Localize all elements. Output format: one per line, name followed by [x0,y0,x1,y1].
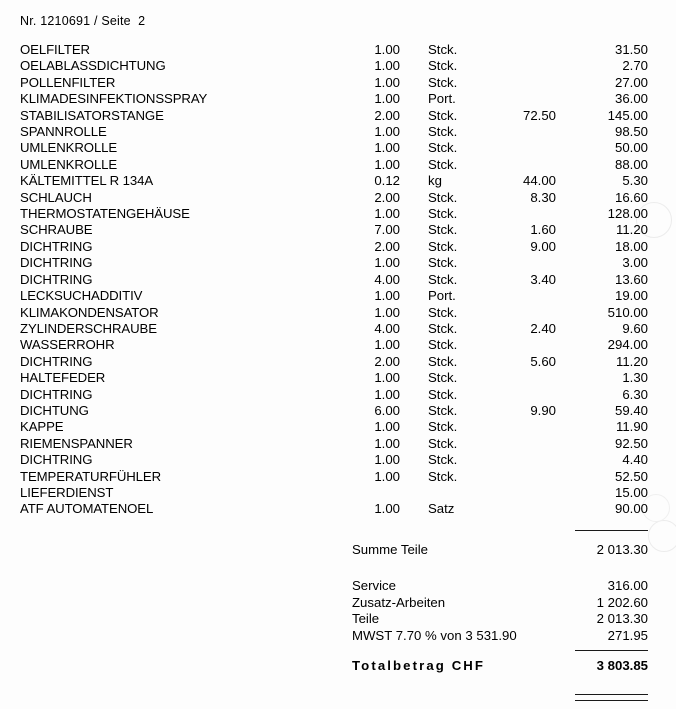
item-quantity: 1.00 [374,156,400,172]
item-unit: Port. [428,91,456,107]
item-amount: 88.00 [614,156,648,172]
item-unit-price: 8.30 [530,189,556,205]
item-unit: Stck. [428,189,458,205]
item-amount: 9.60 [622,320,648,336]
table-row [0,419,676,435]
item-unit: Stck. [428,58,458,74]
table-row [0,222,676,238]
grand-total-value: 3 803.85 [596,658,648,673]
item-amount: 92.50 [614,435,648,451]
item-quantity: 4.00 [374,320,400,336]
item-quantity: 4.00 [374,271,400,287]
table-row [0,387,676,403]
table-row [0,173,676,189]
vat-value: 271.95 [607,627,648,643]
item-amount: 3.00 [622,255,648,271]
item-amount: 18.00 [614,238,648,254]
item-unit: kg [428,173,442,189]
item-description: SCHRAUBE [20,222,93,238]
item-description: DICHTRING [20,238,93,254]
item-amount: 2.70 [622,58,648,74]
item-quantity: 1.00 [374,501,400,517]
table-row [0,321,676,337]
table-row [0,42,676,58]
item-description: DICHTRING [20,353,93,369]
item-amount: 59.40 [614,402,648,418]
item-unit: Stck. [428,271,458,287]
item-amount: 90.00 [614,501,648,517]
item-unit: Stck. [428,452,458,468]
item-unit: Stck. [428,419,458,435]
item-quantity: 2.00 [374,353,400,369]
item-unit: Stck. [428,206,458,222]
table-row [0,288,676,304]
table-row [0,485,676,501]
item-quantity: 1.00 [374,91,400,107]
item-quantity: 1.00 [374,124,400,140]
item-amount: 4.40 [622,452,648,468]
item-unit-price: 9.00 [530,238,556,254]
item-description: DICHTRING [20,255,93,271]
item-amount: 98.50 [614,124,648,140]
item-description: KLIMAKONDENSATOR [20,304,159,320]
item-description: UMLENKROLLE [20,156,118,172]
item-unit: Stck. [428,238,458,254]
grand-total-bottom-rule-lower [575,700,648,701]
item-unit-price: 72.50 [522,107,556,123]
table-row [0,436,676,452]
item-unit: Stck. [428,222,458,238]
item-quantity: 1.00 [374,435,400,451]
item-description: UMLENKROLLE [20,140,118,156]
item-amount: 145.00 [607,107,648,123]
item-unit: Stck. [428,435,458,451]
item-description: ATF AUTOMATENOEL [20,501,154,517]
table-row [0,305,676,321]
item-quantity: 1.00 [374,74,400,90]
item-unit: Stck. [428,337,458,353]
item-quantity: 1.00 [374,304,400,320]
item-description: HALTEFEDER [20,370,106,386]
item-description: RIEMENSPANNER [20,435,133,451]
item-description: LECKSUCHADDITIV [20,288,143,304]
item-amount: 52.50 [614,468,648,484]
item-quantity: 1.00 [374,452,400,468]
total-row-extra-work [0,595,676,611]
total-row-service [0,578,676,594]
item-unit: Stck. [428,74,458,90]
table-row [0,403,676,419]
table-row [0,501,676,517]
table-row [0,469,676,485]
item-amount: 27.00 [614,74,648,90]
grand-total-top-rule [575,650,648,651]
item-unit-price: 5.60 [530,353,556,369]
item-amount: 13.60 [614,271,648,287]
item-quantity: 2.00 [374,107,400,123]
table-row [0,452,676,468]
totals-top-rule [575,530,648,531]
item-unit: Stck. [428,255,458,271]
table-row [0,75,676,91]
vat-label: MWST 7.70 % von 3 531.90 [352,627,517,643]
item-description: DICHTUNG [20,402,89,418]
item-amount: 11.20 [615,222,648,238]
table-row [0,354,676,370]
item-quantity: 1.00 [374,419,400,435]
item-unit: Stck. [428,370,458,386]
item-amount: 19.00 [614,288,648,304]
item-quantity: 1.00 [374,206,400,222]
grand-total-label: Totalbetrag CHF [352,658,486,673]
parts-label: Teile [352,611,380,626]
item-description: LIEFERDIENST [20,484,114,500]
item-amount: 50.00 [614,140,648,156]
item-unit: Stck. [428,124,458,140]
item-quantity: 1.00 [374,337,400,353]
total-row-grand-total [0,658,676,674]
total-row-parts [0,611,676,627]
table-row [0,337,676,353]
service-value: 316.00 [607,578,648,593]
item-amount: 510.00 [607,304,648,320]
item-amount: 128.00 [607,206,648,222]
item-amount: 1.30 [622,370,648,386]
item-quantity: 7.00 [374,222,400,238]
item-amount: 5.30 [622,173,648,189]
item-quantity: 1.00 [374,58,400,74]
item-amount: 6.30 [622,386,648,402]
table-row [0,190,676,206]
item-description: OELABLASSDICHTUNG [20,58,166,74]
parts-value: 2 013.30 [596,611,648,626]
item-unit: Stck. [428,107,458,123]
item-description: POLLENFILTER [20,74,116,90]
item-quantity: 1.00 [374,468,400,484]
item-unit: Satz [428,501,455,517]
table-row [0,108,676,124]
item-quantity: 1.00 [374,386,400,402]
line-items-table [0,42,676,518]
item-unit-price: 1.60 [530,222,556,238]
item-unit: Stck. [428,304,458,320]
item-amount: 11.20 [615,353,648,369]
item-description: DICHTRING [20,386,93,402]
item-description: DICHTRING [20,452,93,468]
item-amount: 294.00 [607,337,648,353]
item-quantity: 1.00 [374,288,400,304]
table-row [0,157,676,173]
table-row [0,255,676,271]
table-row [0,206,676,222]
item-amount: 15.00 [614,484,648,500]
extra-work-label: Zusatz-Arbeiten [352,594,446,610]
item-unit-price: 9.90 [530,402,556,418]
item-description: KÄLTEMITTEL R 134A [20,173,154,189]
item-description: TEMPERATURFÜHLER [20,468,162,484]
item-unit: Stck. [428,386,458,402]
item-quantity: 2.00 [374,238,400,254]
item-unit: Stck. [428,468,458,484]
item-description: DICHTRING [20,271,93,287]
item-unit-price: 2.40 [530,320,556,336]
item-quantity: 0.12 [374,173,400,189]
table-row [0,91,676,107]
service-label: Service [352,578,396,593]
total-row-parts-sum [0,542,676,558]
item-amount: 11.90 [615,419,648,435]
table-row [0,272,676,288]
item-unit: Stck. [428,156,458,172]
total-row-vat [0,628,676,644]
parts-sum-value: 2 013.30 [596,542,648,557]
item-quantity: 1.00 [374,370,400,386]
item-amount: 16.60 [614,189,648,205]
grand-total-bottom-rule-upper [575,694,648,695]
table-row [0,140,676,156]
item-unit: Stck. [428,402,458,418]
table-row [0,124,676,140]
item-amount: 31.50 [614,42,648,57]
item-quantity: 6.00 [374,402,400,418]
item-description: STABILISATORSTANGE [20,107,164,123]
item-unit: Stck. [428,140,458,156]
item-quantity: 1.00 [374,255,400,271]
table-row [0,58,676,74]
item-amount: 36.00 [614,91,648,107]
extra-work-value: 1 202.60 [596,594,648,610]
item-description: SCHLAUCH [20,189,92,205]
item-unit-price: 44.00 [522,173,556,189]
item-unit: Port. [428,288,456,304]
table-row [0,370,676,386]
document-number-header: Nr. 1210691 / Seite 2 [20,14,146,28]
item-unit: Stck. [428,320,458,336]
item-quantity: 2.00 [374,189,400,205]
item-unit: Stck. [428,42,458,57]
item-unit-price: 3.40 [530,271,556,287]
item-description: KAPPE [20,419,64,435]
item-description: OELFILTER [20,42,90,57]
item-unit: Stck. [428,353,458,369]
item-quantity: 1.00 [374,42,400,57]
item-description: WASSERROHR [20,337,115,353]
item-description: SPANNROLLE [20,124,107,140]
item-description: ZYLINDERSCHRAUBE [20,320,157,336]
item-description: THERMOSTATENGEHÄUSE [20,206,190,222]
table-row [0,239,676,255]
item-description: KLIMADESINFEKTIONSSPRAY [20,91,208,107]
item-quantity: 1.00 [374,140,400,156]
parts-sum-label: Summe Teile [352,542,428,557]
